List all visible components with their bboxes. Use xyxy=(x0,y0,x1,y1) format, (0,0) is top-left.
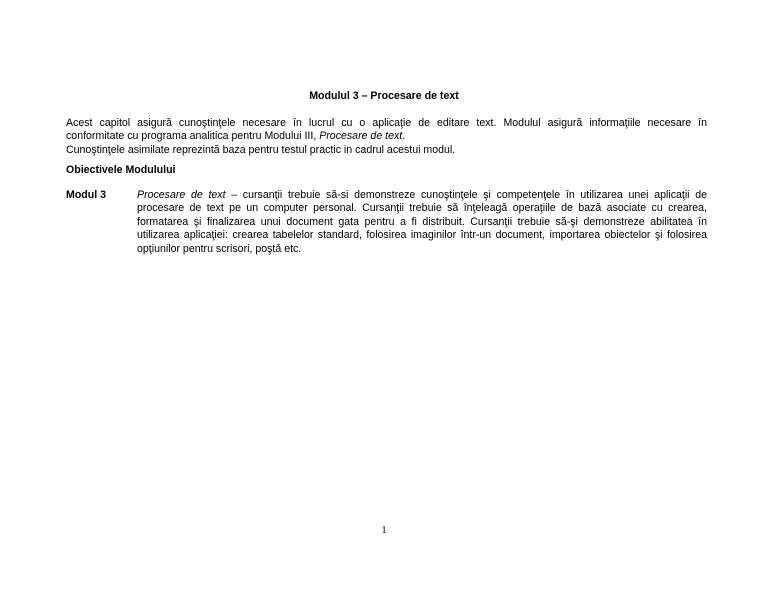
module-description-title: Procesare de text xyxy=(137,189,226,201)
intro-module-name: Procesare de text xyxy=(319,130,403,143)
intro-line-2 xyxy=(66,130,707,143)
page-number: 1 xyxy=(381,525,387,536)
module-description xyxy=(137,189,707,256)
module-label: Modul 3 xyxy=(66,189,107,201)
intro-paragraph xyxy=(66,117,707,157)
intro-line-1: Acest capitol asigură cunoştinţele necesare în lucrul cu o aplicaţie de editare text. Modulul asigură informaţiile necesare în xyxy=(66,117,707,129)
intro-line-2-text: conformitate cu programa analitica pentru Modului III, xyxy=(66,130,320,143)
objectives-heading: Obiectivele Modulului xyxy=(66,164,176,176)
module-description-text: – cursanţii trebuie să-si demonstreze cunoştinţele şi competenţele în utilizarea unei aplicaţii de procesare de text pe un computer personal. Cursanţii trebuie să înţeleagă operaţiile de bază asociate cu crearea, formatarea şi finalizarea unui document gata pentru a fi distribuit. Cursanţii trebuie să-şi demonstreze abilitatea în utilizarea aplicaţiei: crearea tabelelor standard, folosirea imaginilor într-un document, importarea obiectelor şi folosirea opţiunilor pentru scrisori, poştă etc. xyxy=(137,189,708,255)
intro-line-3: Cunoştinţele asimilate reprezintă baza pentru testul practic in cadrul acestui modul. xyxy=(66,143,456,156)
intro-line-2-end: . xyxy=(402,130,406,143)
page-title: Modulul 3 – Procesare de text xyxy=(309,90,459,102)
